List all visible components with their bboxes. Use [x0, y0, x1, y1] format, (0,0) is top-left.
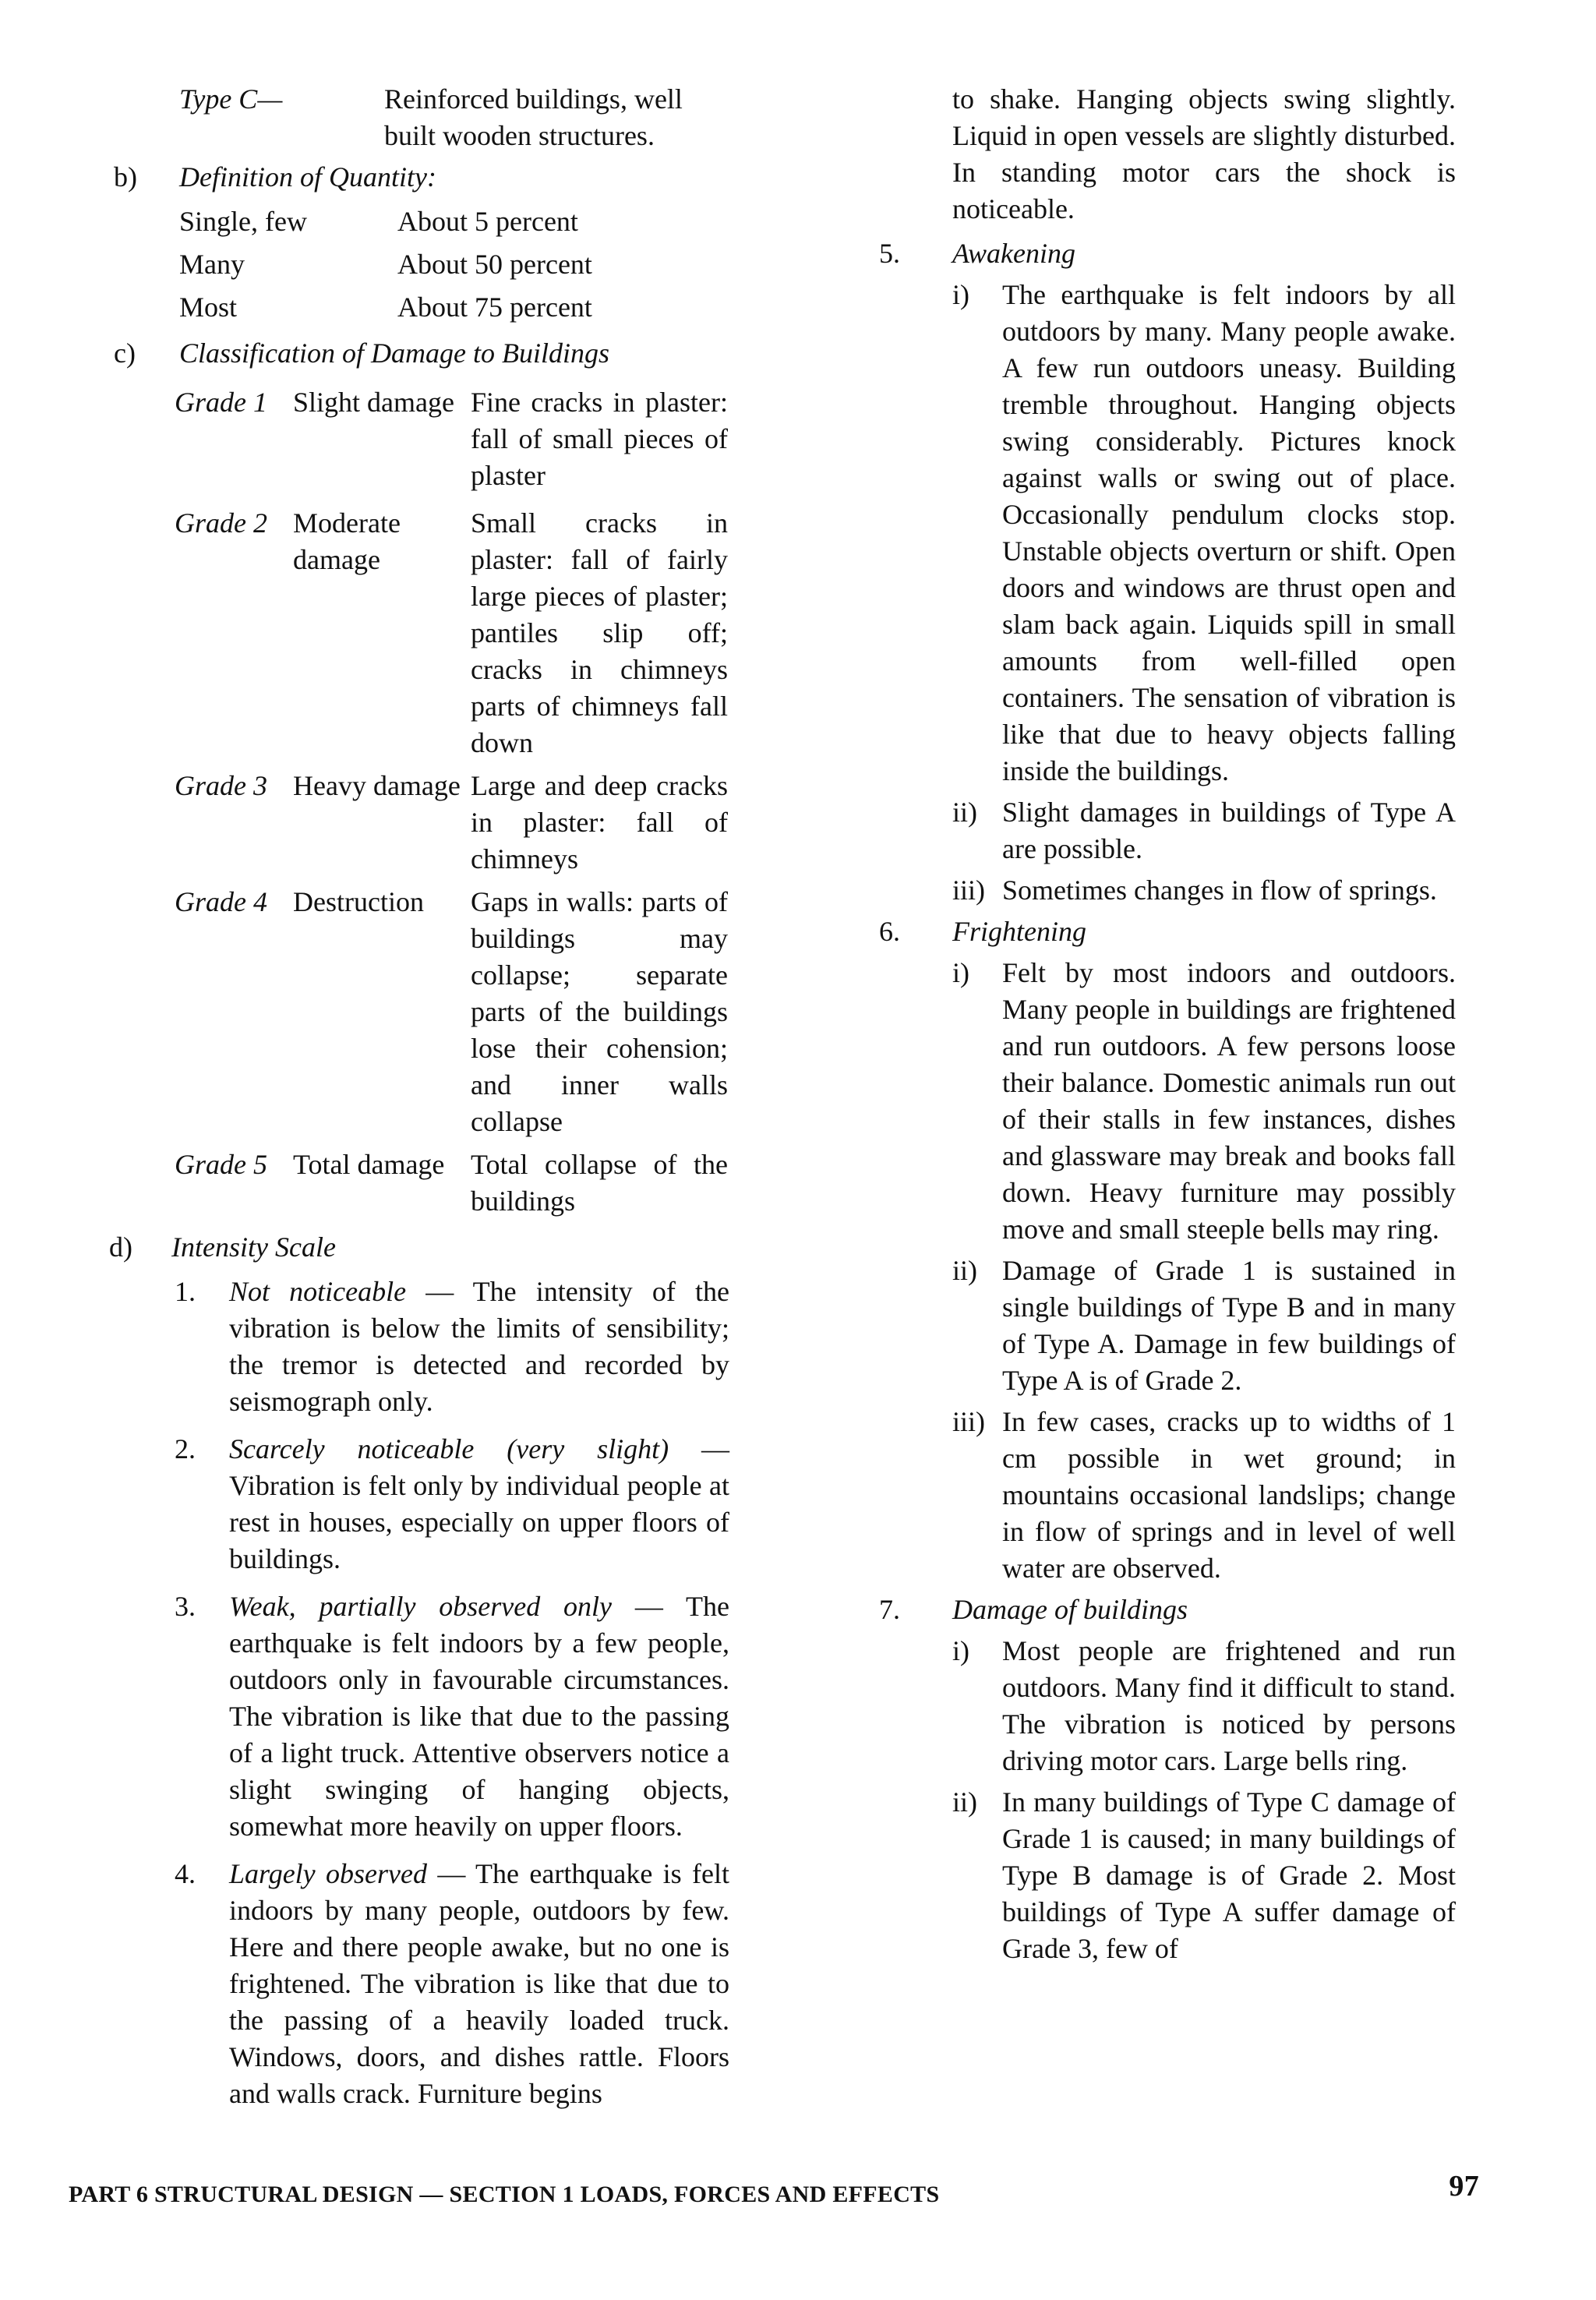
sub-item: [879, 1633, 1456, 1779]
section-c-marker: c): [114, 337, 136, 369]
sub-item: [879, 1784, 1456, 1967]
grade-label: Grade 2: [175, 507, 267, 539]
sub-text: Damage of Grade 1 is sustained in single buildings of Type B and in many of Type A. Damage in few buildings of Type A is of Grade 2.: [1002, 1255, 1456, 1396]
intensity-item: [879, 1592, 1456, 1628]
section-d-title: Intensity Scale: [171, 1231, 336, 1263]
intensity-item: [114, 1588, 729, 1845]
section-b-title: Definition of Quantity:: [179, 161, 436, 193]
sub-number: ii): [952, 1255, 977, 1286]
quantity-row: [179, 203, 729, 246]
type-c-text: Reinforced buildings, well built wooden structures.: [384, 83, 683, 151]
grade-label: Grade 3: [175, 770, 267, 801]
grade-row: [175, 768, 729, 878]
sub-number: i): [952, 279, 969, 310]
quantity-value: About 5 percent: [397, 206, 578, 237]
intensity-text: — Vibration is felt only by individual people at rest in houses, especially on upper floors of buildings.: [229, 1433, 730, 1574]
intensity-number: 4.: [175, 1858, 196, 1889]
grade-name: Moderate damage: [293, 507, 401, 575]
quantity-term: Single, few: [179, 206, 307, 237]
sub-item: [879, 277, 1456, 790]
grade-label: Grade 1: [175, 387, 267, 418]
intensity-number: 2.: [175, 1433, 196, 1464]
section-b-heading: [114, 159, 729, 196]
intensity-text: — The earthquake is felt indoors by a few people, outdoors only in favourable circumstances. The vibration is like that due to the passing of a light truck. Attentive observers notice a slight swinging of hanging objects, somewhat more heavily on upper floors.: [229, 1591, 729, 1842]
sub-item: [879, 1252, 1456, 1399]
grade-label: Grade 5: [175, 1149, 267, 1180]
intensity-item: [114, 1856, 729, 2112]
intensity-number: 3.: [175, 1591, 196, 1622]
intensity-text: — The intensity of the vibration is below the limits of sensibility; the tremor is detected and recorded by seismograph only.: [229, 1276, 729, 1417]
grade-description: Gaps in walls: parts of buildings may collapse; separate parts of the buildings lose their cohension; and inner walls collapse: [471, 886, 728, 1137]
sub-item: [879, 872, 1456, 909]
quantity-term: Many: [179, 249, 245, 280]
intensity-number: 7.: [879, 1594, 900, 1625]
quantity-row: [179, 246, 729, 289]
sub-number: iii): [952, 874, 985, 906]
page-number: 97: [1449, 2170, 1479, 2203]
intensity-number: 1.: [175, 1276, 196, 1307]
intensity-number: 6.: [879, 916, 900, 947]
sub-text: In few cases, cracks up to widths of 1 cm possible in wet ground; in mountains occasional landslips; change in flow of springs and in level of well water are observed.: [1002, 1406, 1456, 1584]
quantity-table: [114, 203, 729, 332]
grade-name: Slight damage: [293, 387, 454, 418]
sub-text: In many buildings of Type C damage of Grade 1 is caused; in many buildings of Type B damage is of Grade 2. Most buildings of Type A suffer damage of Grade 3, few of: [1002, 1786, 1456, 1964]
sub-number: i): [952, 1635, 969, 1666]
sub-number: i): [952, 957, 969, 988]
sub-item: [879, 794, 1456, 867]
sub-text: Slight damages in buildings of Type A are possible.: [1002, 797, 1456, 864]
intensity-title: Scarcely noticeable (very slight): [229, 1433, 669, 1464]
damage-classification: [114, 384, 729, 1220]
grade-description: Fine cracks in plaster: fall of small pieces of plaster: [471, 387, 728, 491]
intensity-title: Frightening: [952, 916, 1086, 947]
section-c-title: Classification of Damage to Buildings: [179, 337, 610, 369]
intensity-number: 5.: [879, 238, 900, 269]
footer-title: PART 6 STRUCTURAL DESIGN — SECTION 1 LOADS, FORCES AND EFFECTS: [69, 2182, 940, 2207]
intensity-item: [879, 235, 1456, 272]
section-d-heading: [109, 1229, 729, 1266]
type-c-definition: [179, 81, 729, 154]
grade-description: Large and deep cracks in plaster: fall of chimneys: [471, 770, 728, 874]
grade-row: [175, 505, 729, 761]
sub-number: ii): [952, 797, 977, 828]
grade-description: Total collapse of the buildings: [471, 1149, 728, 1217]
intensity-title: Weak, partially observed only: [229, 1591, 613, 1622]
grade-row: [175, 1146, 729, 1220]
type-c-label: Type C—: [179, 83, 283, 115]
grade-name: Heavy damage: [293, 770, 461, 801]
section-c-heading: [114, 335, 729, 372]
section-b-marker: b): [114, 161, 137, 193]
intensity-title: Largely observed: [229, 1858, 427, 1889]
intensity-title: Awakening: [952, 238, 1075, 269]
sub-item: [879, 1404, 1456, 1587]
left-column: [109, 81, 730, 2112]
grade-name: Total damage: [293, 1149, 445, 1180]
sub-number: iii): [952, 1406, 985, 1437]
intensity-item: [114, 1431, 729, 1577]
intensity-item: [879, 913, 1456, 950]
intensity-item: [114, 1274, 729, 1420]
intensity-list: [114, 1274, 729, 2112]
grade-row: [175, 384, 729, 494]
intensity-title: Damage of buildings: [952, 1594, 1188, 1625]
continuation-text: to shake. Hanging objects swing slightly. Liquid in open vessels are slightly disturbed. In standing motor cars the shock is noticeable.: [952, 83, 1456, 224]
grade-description: Small cracks in plaster: fall of fairly large pieces of plaster; pantiles slip off; cracks in chimneys parts of chimneys fall down: [471, 507, 728, 758]
quantity-value: About 75 percent: [397, 291, 592, 323]
intensity-title: Not noticeable: [229, 1276, 407, 1307]
grade-name: Destruction: [293, 886, 424, 917]
section-d-marker: d): [109, 1231, 132, 1263]
grade-label: Grade 4: [175, 886, 267, 917]
sub-text: Sometimes changes in flow of springs.: [1002, 874, 1437, 906]
sub-text: Felt by most indoors and outdoors. Many people in buildings are frightened and run outdoors. A few persons loose their balance. Domestic animals run out of their stalls in few instances, dishes and glassware may break and books fall down. Heavy furniture may possibly move and small steeple bells may ring.: [1002, 957, 1456, 1245]
grade-row: [175, 884, 729, 1140]
quantity-value: About 50 percent: [397, 249, 592, 280]
sub-item: [879, 955, 1456, 1248]
sub-text: Most people are frightened and run outdoors. Many find it difficult to stand. The vibration is noticed by persons driving motor cars. Large bells ring.: [1002, 1635, 1456, 1776]
sub-number: ii): [952, 1786, 977, 1818]
right-column: [879, 81, 1456, 1967]
sub-text: The earthquake is felt indoors by all outdoors by many. Many people awake. A few run outdoors uneasy. Building tremble throughout. Hanging objects swing considerably. Pictures knock against walls or swing out of place. Occasionally pendulum clocks stop. Unstable objects overturn or shift. Open doors and windows are thrust open and slam back again. Liquids spill in small amounts from well-filled open containers. The sensation of vibration is like that due to heavy objects falling inside the buildings.: [1002, 279, 1456, 786]
intensity-text: — The earthquake is felt indoors by many people, outdoors by few. Here and there people awake, but no one is frightened. The vibration is like that due to the passing of a heavily loaded truck. Windows, doors, and dishes rattle. Floors and walls crack. Furniture begins: [229, 1858, 729, 2109]
quantity-term: Most: [179, 291, 238, 323]
quantity-row: [179, 289, 729, 332]
